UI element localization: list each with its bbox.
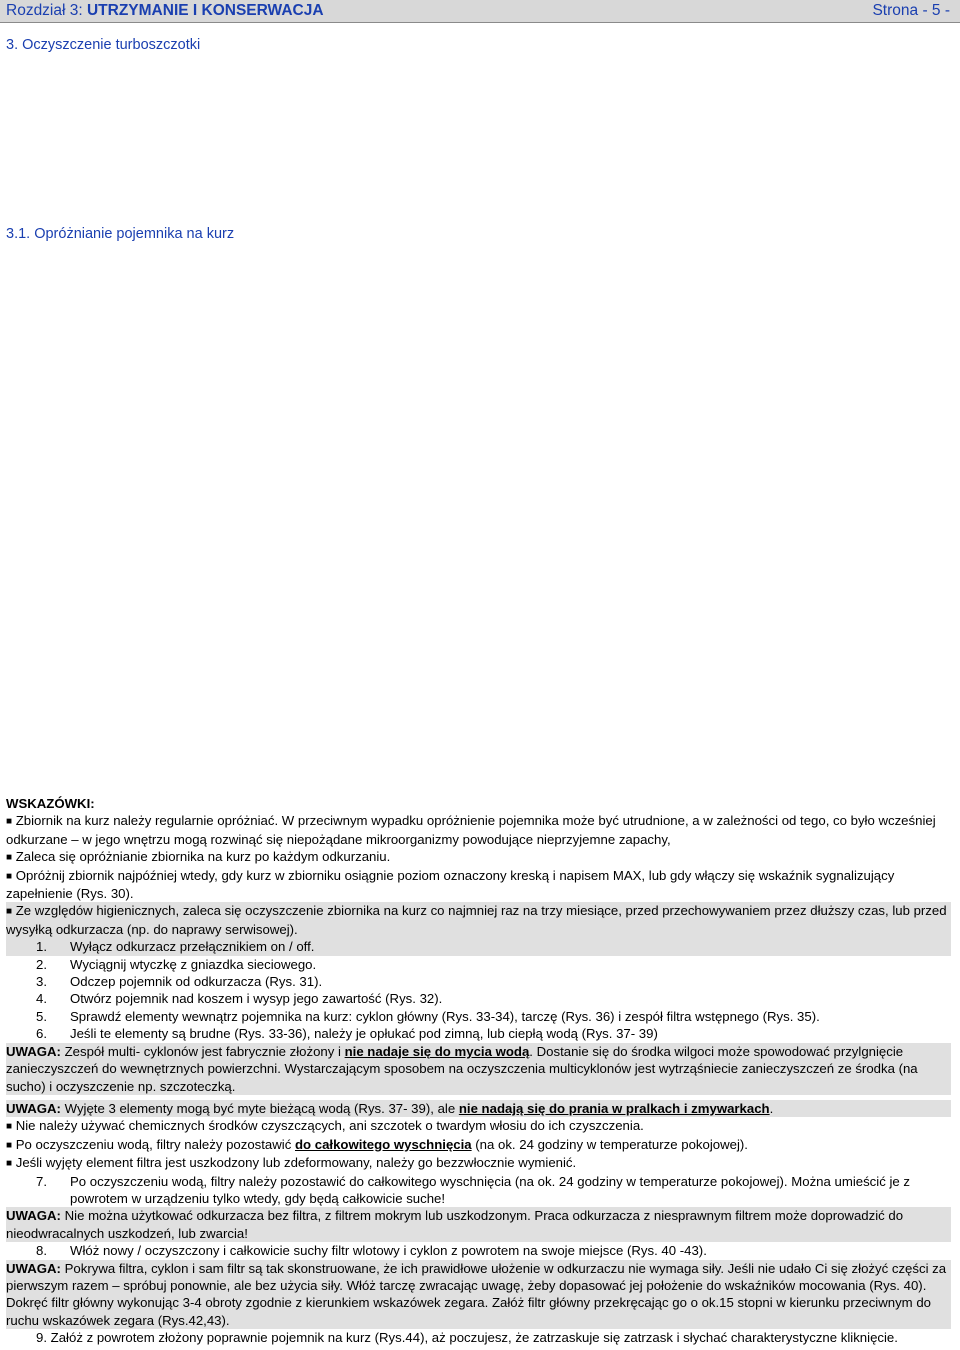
step-2: 2. Wyciągnij wtyczkę z gniazdka sieciowego. xyxy=(36,956,317,972)
care-bullet-1: ■ Nie należy używać chemicznych środków czyszczących, ani szczotek o twardym włosiu do ich czyszczenia. xyxy=(6,1118,644,1134)
tips-title: WSKAZÓWKI: xyxy=(6,796,95,811)
step-5: 5. Sprawdź elementy wewnątrz pojemnika na kurz: cyklon główny (Rys. 33-34), tarczę (Rys. 36) i zespół filtra wstępnego (Rys. 35). xyxy=(36,1008,820,1024)
document-body xyxy=(6,795,951,1347)
page-number: Strona - 5 - xyxy=(872,2,950,19)
care-bullet-3: ■ Jeśli wyjęty element filtra jest uszkodzony lub zdeformowany, należy go bezzwłocznie wymienić. xyxy=(6,1155,577,1171)
note-4: UWAGA: Pokrywa filtra, cyklon i sam filtr są tak skonstruowane, że ich prawidłowe ułożenie w odkurzaczu nie wymaga siły. Jeśli nie udało Ci się złożyć części za pierwszym razem – spróbuj ponownie, ale bez użycia siły. Włóż tarczę zwracając uwagę, żeby dopasować jej położenie do wskaźników mocowania (Rys. 40). Dokręć filtr główny wykonując 3-4 obroty zgodnie z kierunkiem wskazówek zegara. Załóż filtr główny przekręcając go o ok.15 stopni w kierunku przeciwnym do ruchu wskazówek zegara (Rys.42,43). xyxy=(6,1260,951,1330)
step-8: 8. Włóż nowy / oczyszczony i całkowicie suchy filtr wlotowy i cyklon z powrotem na swoje miejsce (Rys. 40 -43). xyxy=(36,1243,707,1259)
note-1: UWAGA: Zespół multi- cyklonów jest fabrycznie złożony i nie nadaje się do mycia wodą. Dostanie się do środka wilgoci może spowodować przylgnięcie zanieczyszczeń do wewnętrznych powierzchni. Wystarczającym sposobem na oczyszczenia multicyklonów jest wytrząśniecie zanieczyszczeń ze środka (na sucho) i oczyszczenie np. szczoteczką. xyxy=(6,1043,951,1095)
tip-bullet-2: ■ Zaleca się opróżnianie zbiornika na kurz po każdym odkurzaniu. xyxy=(6,849,391,865)
chapter-label: Rozdział 3: UTRZYMANIE I KONSERWACJA xyxy=(6,2,324,19)
step-4: 4. Otwórz pojemnik nad koszem i wysyp jego zawartość (Rys. 32). xyxy=(36,991,443,1007)
care-bullet-2: ■ Po oczyszczeniu wodą, filtry należy pozostawić do całkowitego wyschnięcia (na ok. 24 godziny w temperaturze pokojowej). xyxy=(6,1136,748,1152)
tip-bullet-4: ■ Ze względów higienicznych, zaleca się oczyszczenie zbiornika na kurz co najmniej raz na trzy miesiące, przed przechowywaniem przez dłuższy czas, lub przed wysyłką odkurzacza (np. do naprawy serwisowej). xyxy=(6,902,951,938)
note-3: UWAGA: Nie można użytkować odkurzacza bez filtra, z filtrem mokrym lub uszkodzonym. Praca odkurzacza z niesprawnym filtrem może doprowadzić do nieodwracalnych uszkodzeń, lub zwarcia! xyxy=(6,1207,951,1242)
step-6: 6. Jeśli te elementy są brudne (Rys. 33-36), należy je opłukać pod zimną, lub ciepłą wodą (Rys. 37- 39) xyxy=(36,1026,658,1042)
page-header xyxy=(0,0,960,23)
chapter-title: UTRZYMANIE I KONSERWACJA xyxy=(86,2,324,19)
step-3: 3. Odczep pojemnik od odkurzacza (Rys. 31). xyxy=(36,974,323,990)
tip-bullet-3: ■ Opróżnij zbiornik najpóźniej wtedy, gdy kurz w zbiorniku osiągnie poziom oznaczony kreską i napisem MAX, lub gdy włączy się wskaźnik sygnalizujący zapełnienie (Rys. 30). xyxy=(6,867,895,902)
chapter-heading: 3. Oczyszczenie turboszczotki xyxy=(6,37,201,53)
step-7: 7. Po oczyszczeniu wodą, filtry należy pozostawić do całkowitego wyschnięcia (na ok. 24 godziny w temperaturze pokojowej). Można umieścić je z powrotem w urządzeniu tylko wtedy, gdy będą całkowicie suche! xyxy=(36,1173,910,1206)
note-2: UWAGA: Wyjęte 3 elementy mogą być myte bieżącą wodą (Rys. 37- 39), ale nie nadają się do prania w pralkach i zmywarkach. xyxy=(6,1100,951,1117)
section-heading: 3.1. Opróżnianie pojemnika na kurz xyxy=(6,226,235,242)
tip-bullet-1: ■ Zbiornik na kurz należy regularnie opróżniać. W przeciwnym wypadku opróżnienie pojemnika może być utrudnione, a w zależności od tego, co było wcześniej odkurzane – w jego wnętrzu mogą rozwinąć się niepożądane mikroorganizmy powodujące nieprzyjemne zapachy, xyxy=(6,813,936,847)
step-1: 1. Wyłącz odkurzacz przełącznikiem on / off. xyxy=(6,938,951,955)
step-9: 9. Załóż z powrotem złożony poprawnie pojemnik na kurz (Rys.44), aż poczujesz, że zatrzaskuje się zatrzask i słychać charakterystyczne kliknięcie. xyxy=(36,1330,898,1346)
